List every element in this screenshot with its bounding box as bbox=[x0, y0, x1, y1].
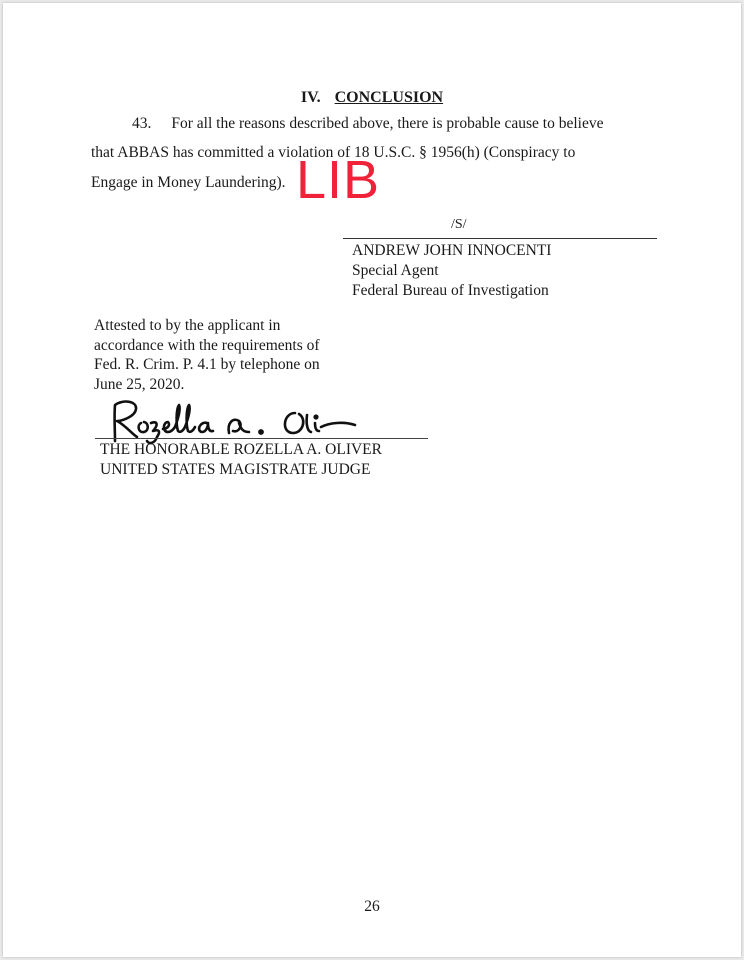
judge-signature-line bbox=[95, 438, 428, 439]
attestation-line-1: Attested to by the applicant in bbox=[94, 317, 281, 334]
document-page bbox=[3, 3, 741, 957]
section-heading bbox=[3, 89, 741, 107]
section-number: IV. bbox=[300, 89, 321, 106]
paragraph-line-1 bbox=[132, 115, 604, 133]
watermark-stamp: LIB bbox=[296, 150, 381, 210]
attestation-block bbox=[94, 316, 320, 394]
paragraph-line-3: Engage in Money Laundering). bbox=[91, 174, 286, 191]
paragraph-number: 43. bbox=[132, 115, 152, 132]
attestation-line-3: Fed. R. Crim. P. 4.1 by telephone on bbox=[94, 356, 320, 373]
agent-signature-line bbox=[343, 238, 657, 239]
paragraph-text-1: For all the reasons described above, there is probable cause to believe bbox=[171, 115, 604, 132]
agent-agency: Federal Bureau of Investigation bbox=[352, 282, 549, 299]
agent-name: ANDREW JOHN INNOCENTI bbox=[352, 242, 552, 259]
judge-signature-block bbox=[100, 440, 382, 480]
agent-title: Special Agent bbox=[352, 262, 439, 279]
agent-signature-block bbox=[352, 241, 551, 301]
judge-name: THE HONORABLE ROZELLA A. OLIVER bbox=[100, 441, 382, 458]
attestation-line-2: accordance with the requirements of bbox=[94, 336, 320, 354]
judge-title: UNITED STATES MAGISTRATE JUDGE bbox=[100, 461, 371, 478]
page-number: 26 bbox=[364, 898, 380, 915]
attestation-line-4: June 25, 2020. bbox=[94, 375, 185, 393]
paragraph-line-2: that ABBAS has committed a violation of 18 U.S.C. § 1956(h) (Conspiracy to bbox=[91, 144, 576, 161]
section-title: CONCLUSION bbox=[334, 89, 444, 106]
agent-signature-mark: /S/ bbox=[451, 217, 467, 232]
